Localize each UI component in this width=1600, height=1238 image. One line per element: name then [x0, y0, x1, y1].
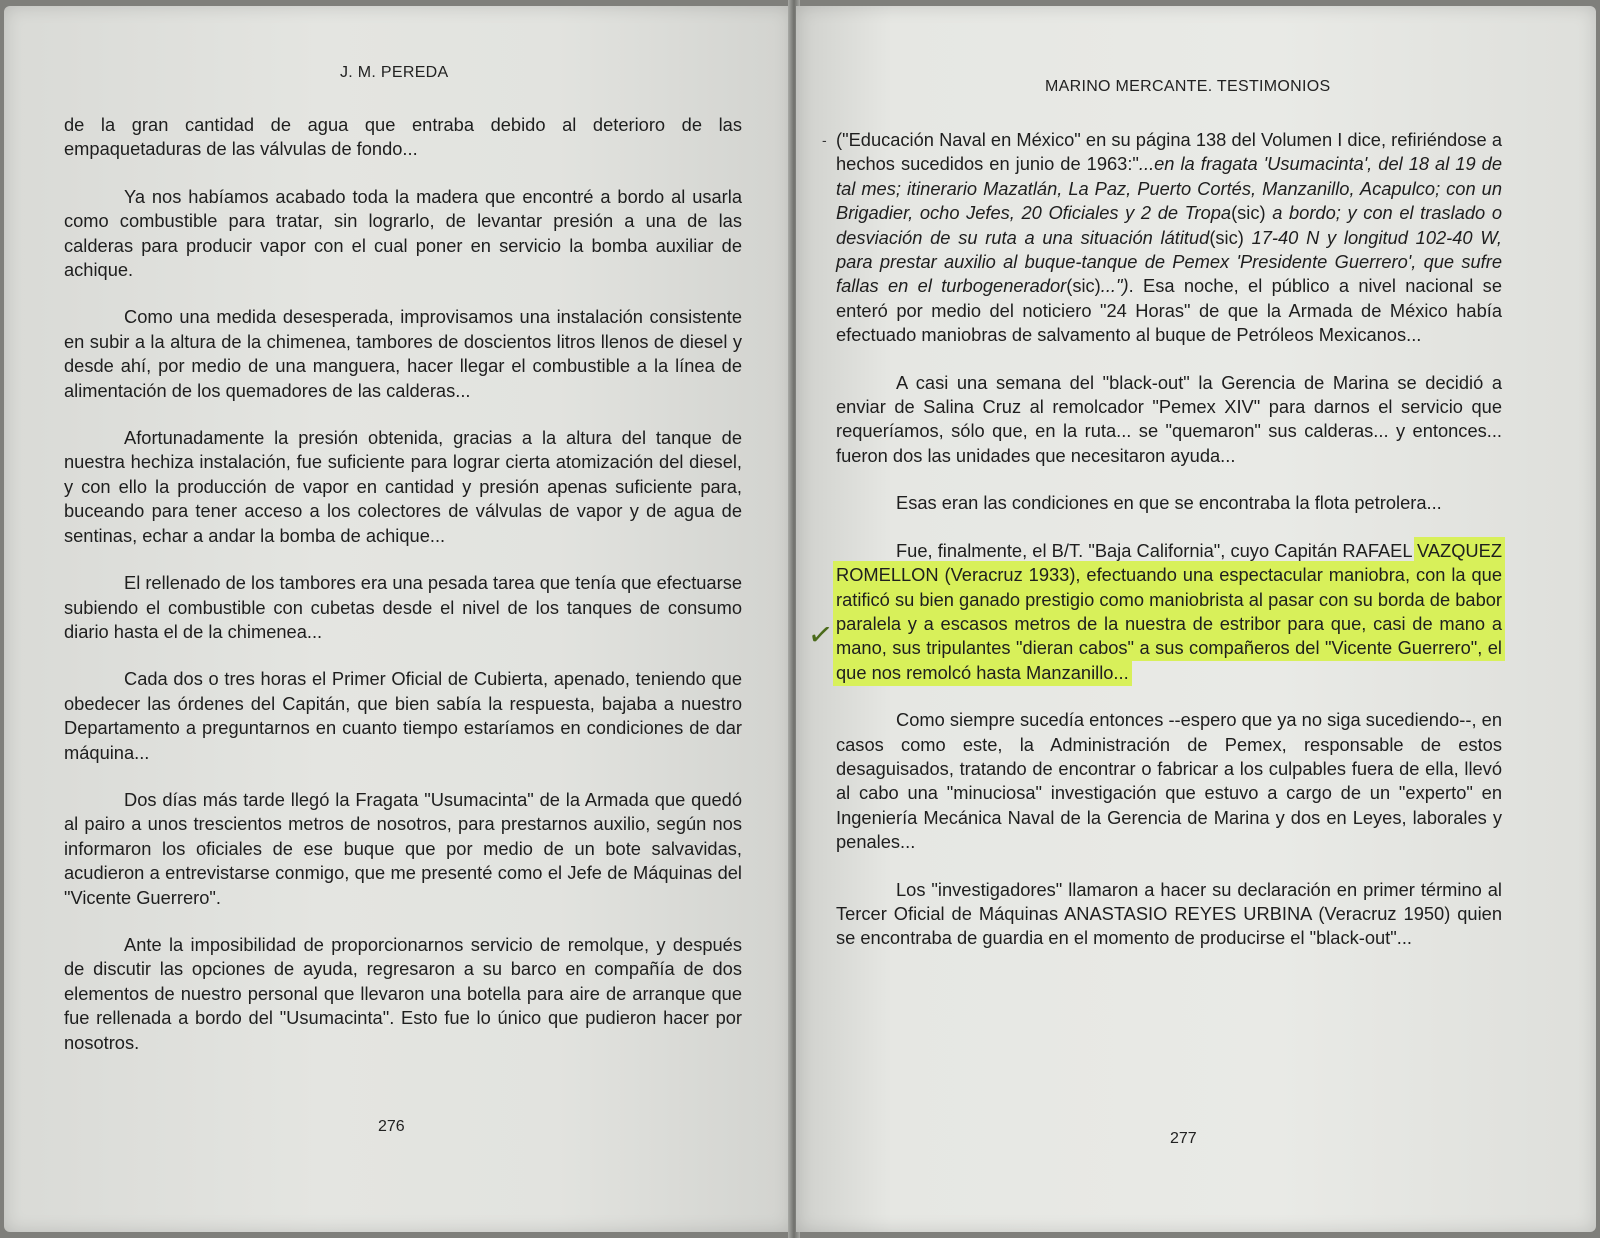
sic-note: (sic) — [1231, 202, 1266, 224]
paragraph: Como siempre sucedía entonces --espero que ya no siga sucediendo--, en casos como este, la Administración de Pemex, responsable de estos desaguisados, tratando de encontrar o fabricar a los culpables fuera de ella, llevó al cabo una "minuciosa" investigación que estuvo a cargo de un "experto" en Ingeniería Mecánica Naval de la Gerencia de Marina y dos en Leyes, laborales y penales... — [836, 709, 1502, 853]
running-head-title: MARINO MERCANTE. TESTIMONIOS — [1045, 78, 1331, 95]
quote-italic: 17-40 N y longitud 102-40 W, para prestar auxilio al buque-tanque de Pemex 'Presidente Guerrero', que sufre fallas en el turbogenerador — [836, 226, 1502, 297]
quote-italic: ...en la fragata 'Usumacinta', del 18 al 19 de tal mes; itinerario Mazatlán, La Paz, Puerto Cortés, Manzanillo, Acapulco; con un Brigadier, ocho Jefes, 20 Oficiales y 2 de Tropa — [836, 153, 1502, 224]
quote-text: . Esa noche, el público a nivel nacional se enteró por medio del noticiero "24 Horas" de que la Armada de México había efectuado maniobras de salvamento al buque de Petróleos Mexicanos... — [836, 275, 1502, 346]
paragraph: de la gran cantidad de agua que entraba debido al deterioro de las empaquetaduras de las válvulas de fondo... — [64, 114, 742, 160]
quote-italic: a bordo; y con el traslado o desviación de su ruta a una situación látitud — [836, 202, 1502, 248]
paragraph: Ante la imposibilidad de proporcionarnos servicio de remolque, y después de discutir las opciones de ayuda, regresaron a su barco en compañía de dos elementos de nuestro personal que llevaron una botella para aire de arranque que fue rellenada a bordo del "Usumacinta". Esto fue lo único que pudieron hacer por nosotros. — [64, 933, 742, 1053]
paragraph: A casi una semana del "black-out" la Gerencia de Marina se decidió a enviar de Salina Cruz al remolcador "Pemex XIV" para darnos el servicio que requeríamos, sólo que, en la ruta... se "quemaron" sus calderas... y entonces... fueron dos las unidades que necesitaron ayuda... — [836, 371, 1502, 466]
running-head-author: J. M. PEREDA — [340, 64, 449, 81]
highlighted-text: VAZQUEZ ROMELLON (Veracruz 1933), efectuando una espectacular maniobra, con la que ratificó su bien ganado prestigio como maniobrista al pasar con su borda de babor paralela y a escasos metros de la nuestra de estribor para que, casi de mano a mano, sus tripulantes "dieran cabos" a sus compañeros del "Vicente Guerrero", el que nos remolcó hasta Manzanillo... — [836, 539, 1502, 683]
paragraph: Los "investigadores" llamaron a hacer su declaración en primer término al Tercer Oficial de Máquinas ANASTASIO REYES URBINA (Veracruz 1950) quien se encontraba de guardia en el momento de producirse el "black-out"... — [836, 878, 1502, 949]
paragraph-text: Fue, finalmente, el B/T. "Baja California", cuyo Capitán RAFAEL — [896, 539, 1418, 561]
paragraph: Esas eran las condiciones en que se encontraba la flota petrolera... — [896, 492, 1442, 514]
page-number: 277 — [1170, 1130, 1197, 1147]
left-page-body — [64, 113, 742, 1078]
paragraph-highlighted — [836, 539, 1502, 685]
paragraph: Cada dos o tres horas el Primer Oficial de Cubierta, apenado, teniendo que obedecer las órdenes del Capitán, que bien sabía la respuesta, bajaba a nuestro Departamento a preguntarnos en cuanto tiempo estaríamos en condiciones de dar máquina... — [64, 668, 742, 763]
page-number: 276 — [378, 1118, 405, 1135]
left-page — [4, 6, 792, 1232]
paragraph: Ya nos habíamos acabado toda la madera que encontré a bordo al usarla como combustible para tratar, sin lograrlo, de levantar presión a una de las calderas para producir vapor con el cual poner en servicio la bomba auxiliar de achique. — [64, 185, 742, 281]
quote-italic: ...") — [1100, 275, 1129, 297]
paragraph: Como una medida desesperada, improvisamos una instalación consistente en subir a la altura de la chimenea, tambores de doscientos litros llenos de diesel y desde ahí, por medio de una manguera, hacer llegar el combustible a la línea de alimentación de los quemadores de las calderas... — [64, 306, 742, 401]
margin-mark: - — [822, 132, 827, 148]
paragraph: El rellenado de los tambores era una pesada tarea que tenía que efectuarse subiendo el combustible con cubetas desde el nivel de los tanques de consumo diario hasta el de la chimenea... — [64, 572, 742, 642]
quote-text: ("Educación Naval en México" en su página 138 del Volumen I dice, refiriéndose a hechos sucedidos en junio de 1963:" — [836, 129, 1502, 175]
sic-note: (sic) — [1209, 226, 1244, 248]
paragraph: Dos días más tarde llegó la Fragata "Usumacinta" de la Armada que quedó al pairo a unos trescientos metros de nosotros, para prestarnos auxilio, según nos informaron los oficiales de ese buque que por medio de un bote salvavidas, acudieron a entrevistarse conmigo, que me presenté como el Jefe de Máquinas del "Vicente Guerrero". — [64, 788, 742, 908]
paragraph: Afortunadamente la presión obtenida, gracias a la altura del tanque de nuestra hechiza instalación, fue suficiente para lograr cierta atomización del diesel, y con ello la producción de vapor en cantidad y presión apenas suficiente para, buceando para tener acceso a los colectores de válvulas de vapor y de agua de sentinas, echar a andar la bomba de achique... — [64, 427, 742, 546]
right-page-body — [836, 128, 1502, 974]
paragraph-quote — [836, 128, 1502, 348]
right-page — [796, 6, 1596, 1232]
check-mark-icon: ✓ — [805, 616, 836, 655]
sic-note: (sic) — [1066, 275, 1101, 297]
